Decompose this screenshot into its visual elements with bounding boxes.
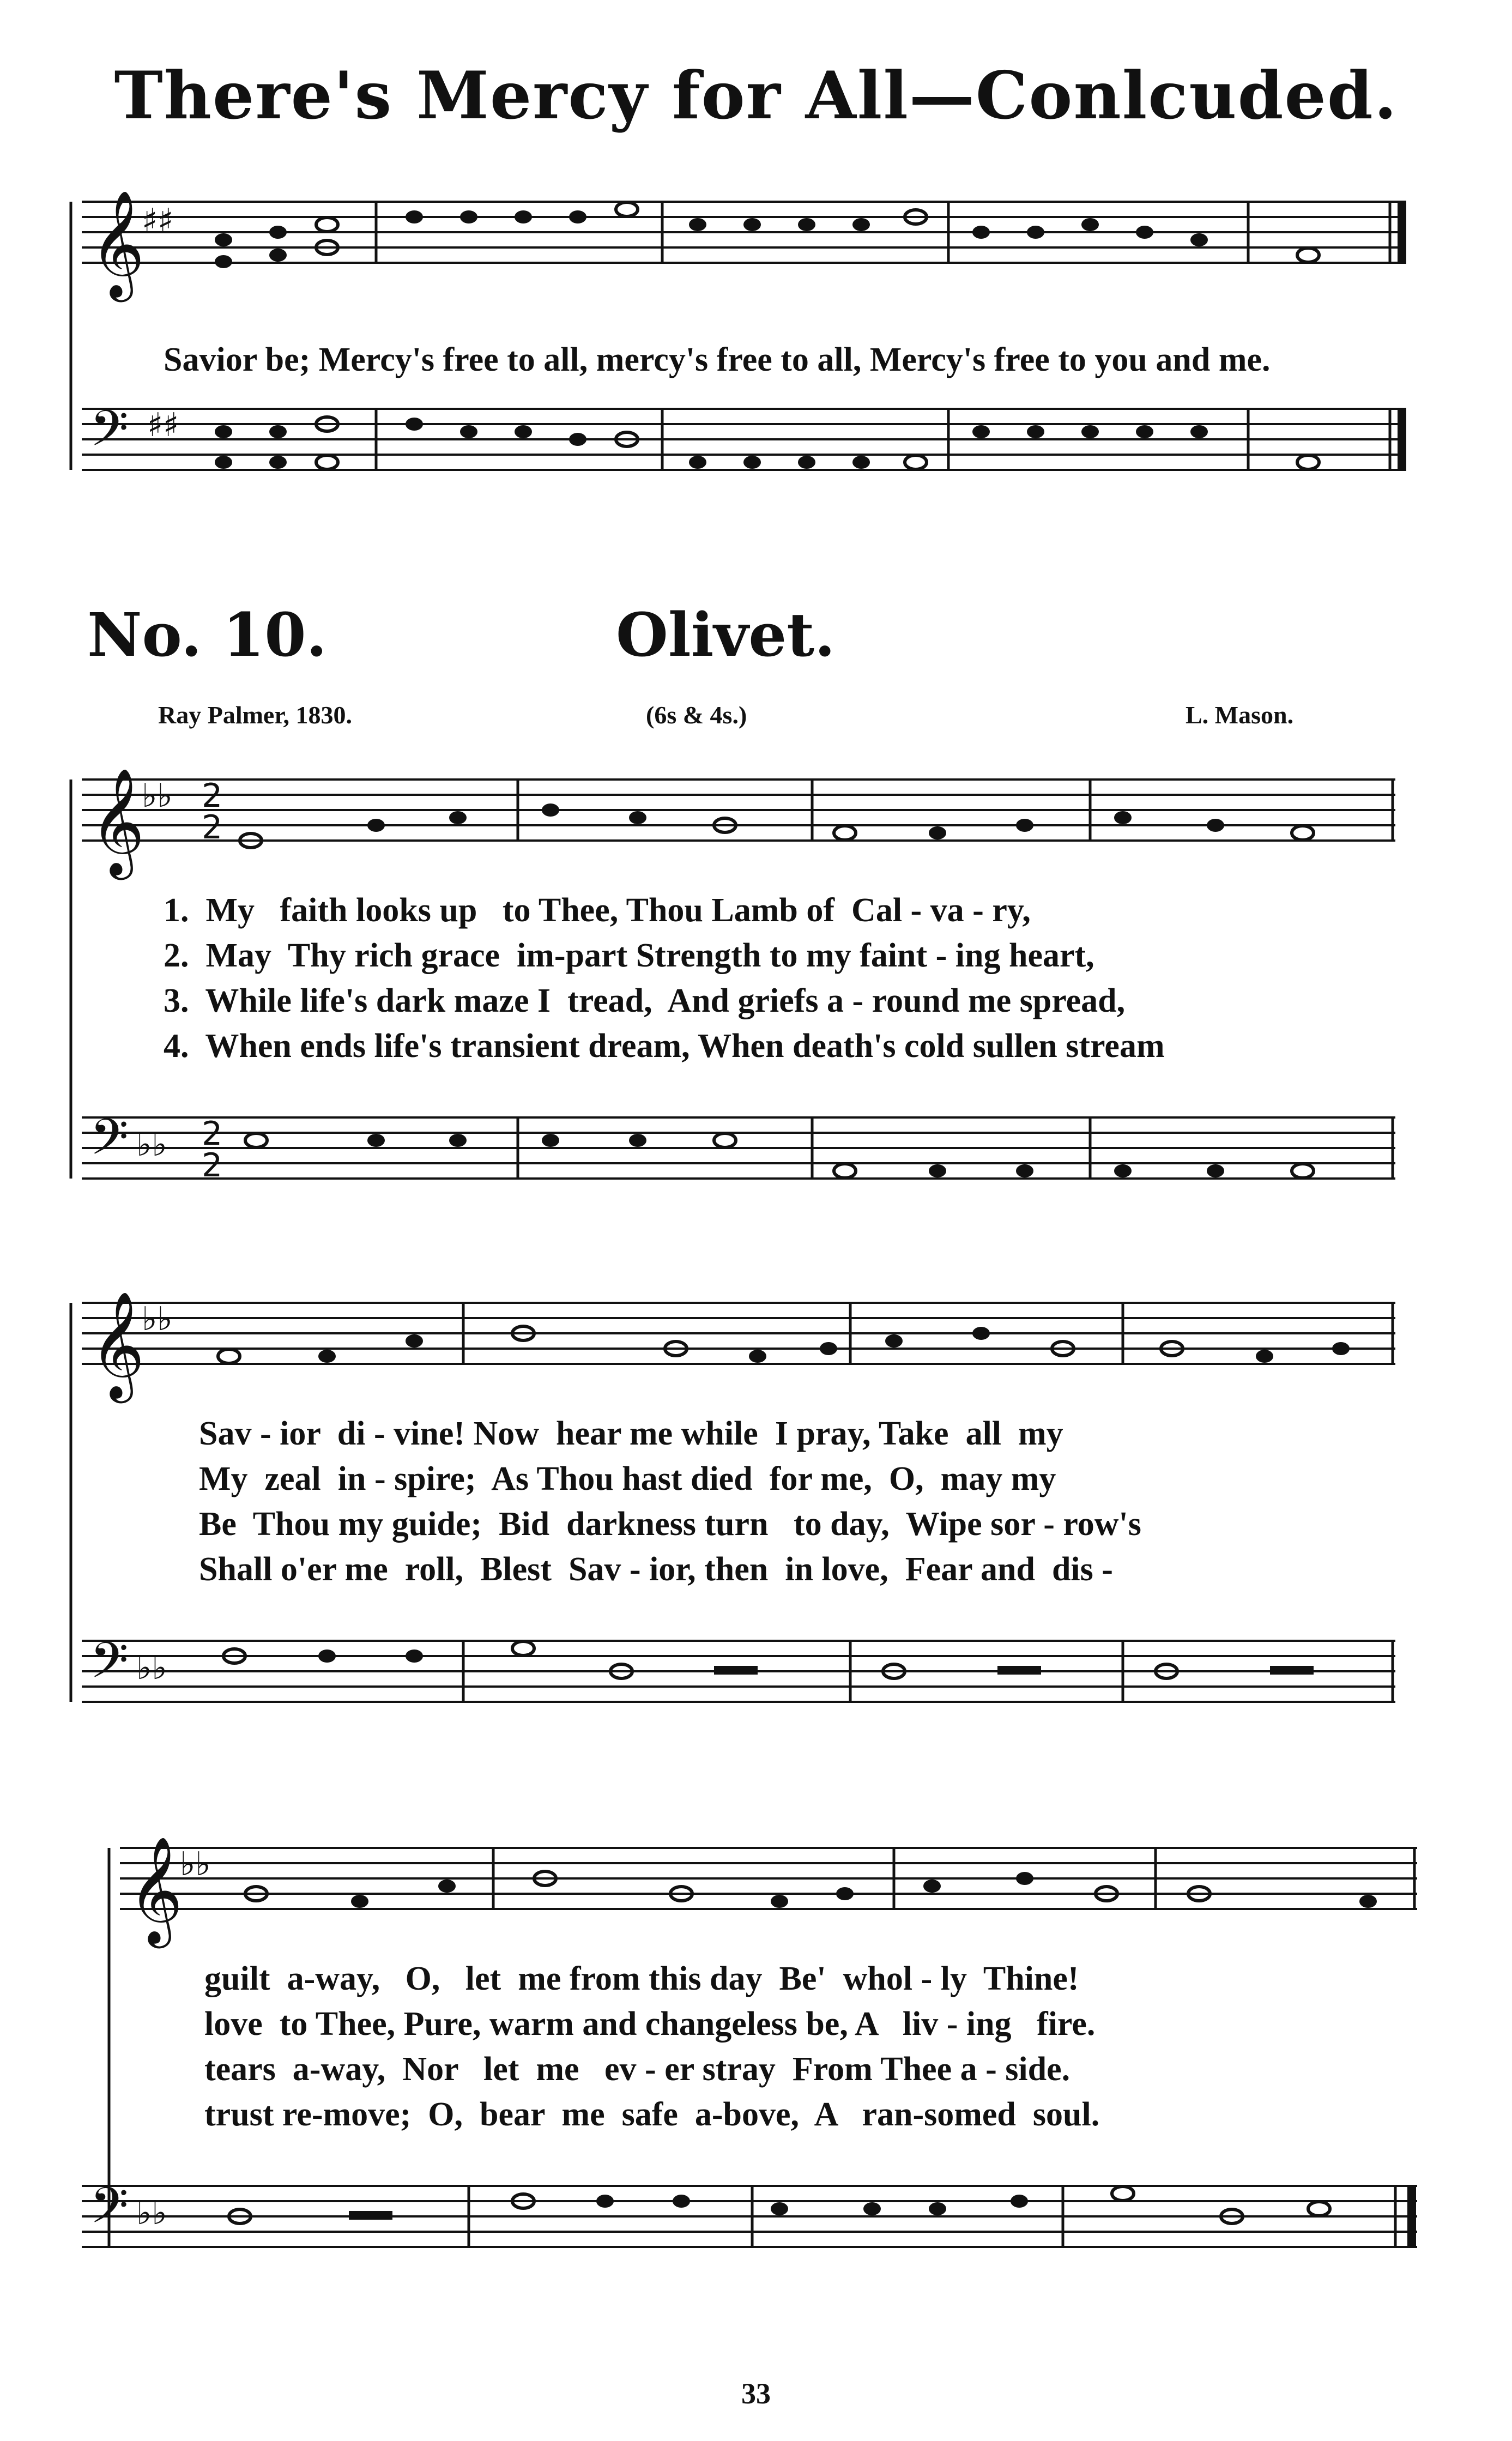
verse-line-2: My zeal in - spire; As Thou hast died for me, O, may my	[199, 1460, 1056, 1497]
svg-text:2: 2	[202, 1115, 223, 1153]
verse-line-3: 3. While life's dark maze I tread, And griefs a - round me spread,	[164, 982, 1126, 1019]
treble-clef-icon: 𝄞	[90, 1291, 145, 1399]
verse-line-2: love to Thee, Pure, warm and changeless be, A liv - ing fire.	[204, 2005, 1096, 2043]
svg-text:♯♯: ♯♯	[147, 406, 179, 444]
verse-line-4: trust re-move; O, bear me safe a-bove, A ran-somed soul.	[204, 2096, 1100, 2133]
svg-text:♯♯: ♯♯	[142, 202, 174, 240]
bass-clef-icon: 𝄢	[90, 1632, 129, 1701]
hymn-composer: L. Mason.	[1186, 701, 1294, 729]
treble-clef-icon: 𝄞	[90, 768, 145, 875]
bass-clef-icon: 𝄢	[90, 2177, 129, 2246]
notes	[215, 202, 1319, 268]
bass-clef-icon: 𝄢	[90, 400, 129, 469]
verse-line-2: 2. May Thy rich grace im-part Strength to my faint - ing heart,	[164, 937, 1094, 974]
bass-clef-icon: 𝄢	[90, 1108, 129, 1178]
verse-line-4: 4. When ends life's transient dream, When death's cold sullen stream	[164, 1028, 1165, 1065]
svg-text:♭♭: ♭♭	[136, 1649, 167, 1687]
verse-line-1: 1. My faith looks up to Thee, Thou Lamb of Cal - va - ry,	[164, 892, 1031, 929]
hymn-number: No. 10.	[87, 600, 327, 670]
svg-text:2: 2	[202, 808, 223, 847]
svg-text:♭♭: ♭♭	[142, 777, 173, 815]
svg-text:2: 2	[202, 777, 223, 815]
treble-staff	[82, 190, 1406, 302]
bass-staff	[82, 400, 1406, 470]
svg-text:2: 2	[202, 1146, 223, 1185]
svg-text:♭♭: ♭♭	[136, 1126, 167, 1164]
svg-text:♭♭: ♭♭	[142, 1300, 173, 1338]
verse-line-4: Shall o'er me roll, Blest Sav - ior, then in love, Fear and dis -	[199, 1551, 1113, 1588]
verse-line-3: tears a-way, Nor let me ev - er stray From Thee a - side.	[204, 2051, 1071, 2088]
hymn-title: Olivet.	[616, 600, 836, 670]
verse-line-1: guilt a-way, O, let me from this day Be' whol - ly Thine!	[204, 1960, 1079, 1997]
verse-line-1: Sav - ior di - vine! Now hear me while I pray, Take all my	[199, 1415, 1063, 1452]
hymn-meter: (6s & 4s.)	[646, 701, 747, 729]
svg-text:♭♭: ♭♭	[180, 1845, 211, 1883]
treble-clef-icon: 𝄞	[90, 190, 145, 298]
verse-line-3: Be Thou my guide; Bid darkness turn to day, Wipe sor - row's	[199, 1506, 1141, 1543]
lyrics-line: Savior be; Mercy's free to all, mercy's free to all, Mercy's free to you and me.	[164, 341, 1271, 378]
page-title: There's Mercy for All—Conlcuded.	[114, 57, 1398, 134]
treble-clef-icon: 𝄞	[128, 1836, 183, 1944]
hymn-author: Ray Palmer, 1830.	[158, 701, 353, 729]
page-number: 33	[741, 2377, 771, 2410]
svg-text:♭♭: ♭♭	[136, 2194, 167, 2232]
